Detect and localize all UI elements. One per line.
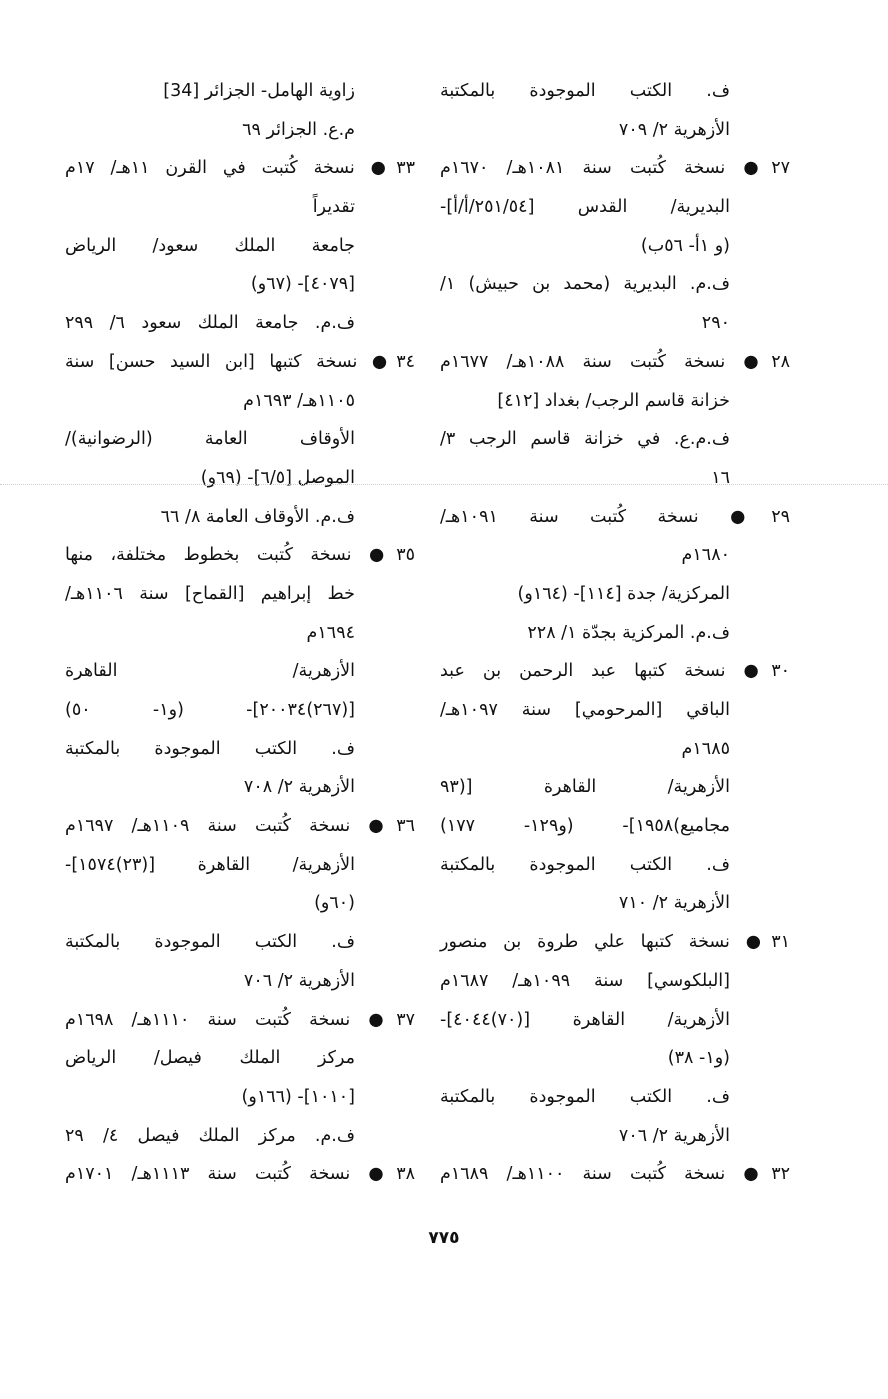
right-column-line: ٣٠● نسخة كتبها عبد الرحمن بن عبد [440, 661, 790, 682]
right-column-line: ٣٢● نسخة كُتبت سنة ١١٠٠هـ/ ١٦٨٩م [440, 1164, 790, 1185]
left-column-line: الموصل [٦/٥]- (٦٩و) [200, 467, 355, 488]
left-column-line: (٦٠و) [314, 893, 355, 914]
left-column-line: [١٠١٠]- (١٦٦و) [241, 1086, 355, 1107]
right-column-line: ف.م. المركزية بجدّة ١/ ٢٢٨ [527, 622, 730, 643]
right-column-line: المركزية/ جدة [١١٤]- (١٦٤و) [517, 583, 730, 604]
left-column-line: ٣٣● نسخة كُتبت في القرن ١١هـ/ ١٧م [65, 158, 415, 179]
left-column-line: ٣٥● نسخة كُتبت بخطوط مختلفة، منها [65, 545, 415, 566]
right-column-line: الأزهرية/ القاهرة [(٩٣ [440, 777, 730, 798]
left-column-line: ف.م. الأوقاف العامة ٨/ ٦٦ [160, 506, 355, 527]
right-column-line: ١٦ [711, 467, 730, 488]
right-column-line: ٢٩٠ [701, 313, 730, 334]
left-column-line: ١١٠٥هـ/ ١٦٩٣م [243, 390, 355, 411]
left-column-line: زاوية الهامل- الجزائر [34] [163, 81, 355, 101]
right-column-line: [البلكوسي] سنة ١٠٩٩هـ/ ١٦٨٧م [440, 970, 730, 991]
left-column-line: [٤٠٧٩]- (٦٧و) [250, 274, 355, 295]
left-column-line: ف.م. مركز الملك فيصل ٤/ ٢٩ [65, 1125, 355, 1146]
left-column-line: ١٦٩٤م [306, 622, 355, 643]
right-column-line: الباقي [المرحومي] سنة ١٠٩٧هـ/ [440, 700, 730, 720]
left-column-line: ٣٤● نسخة كتبها [ابن السيد حسن] سنة [65, 351, 415, 372]
right-column-line: ٣١● نسخة كتبها علي طروة بن منصور [440, 932, 790, 953]
right-column-line: ١٦٨٥م [681, 738, 730, 759]
right-column-line: مجاميع)١٩٥٨]- (و١٢٩- ١٧٧) [440, 816, 730, 837]
left-column-line: ف.م. جامعة الملك سعود ٦/ ٢٩٩ [65, 313, 355, 334]
right-column-line: (و١- ٣٨) [667, 1048, 730, 1069]
left-column-line: ف. الكتب الموجودة بالمكتبة [65, 738, 355, 759]
right-column [440, 72, 790, 1194]
left-column-line: تقديراً [312, 197, 355, 218]
right-column-line: ف. الكتب الموجودة بالمكتبة [440, 81, 730, 101]
left-column-line: الأزهرية/ القاهرة [(٢٣)١٥٧٤]- [65, 854, 355, 875]
right-column-line: الأزهرية ٢/ ٧٠٦ [618, 1125, 730, 1146]
right-column-line: ٢٩● نسخة كُتبت سنة ١٠٩١هـ/ [440, 506, 790, 527]
right-column-line: ف. الكتب الموجودة بالمكتبة [440, 854, 730, 875]
right-column-line: ف. الكتب الموجودة بالمكتبة [440, 1086, 730, 1107]
right-column-line: ٢٧● نسخة كُتبت سنة ١٠٨١هـ/ ١٦٧٠م [440, 158, 790, 179]
left-column-line: الأوقاف العامة (الرضوانية)/ [65, 429, 355, 450]
left-column-line: ٣٦● نسخة كُتبت سنة ١١٠٩هـ/ ١٦٩٧م [65, 816, 415, 837]
left-column-line: ف. الكتب الموجودة بالمكتبة [65, 932, 355, 953]
right-column-line: الأزهرية ٢/ ٧١٠ [618, 893, 730, 914]
right-column-line: (و ١أ- ٥٦ب) [640, 235, 730, 256]
left-column-line: جامعة الملك سعود/ الرياض [65, 235, 355, 256]
right-column-line: البديرية/ القدس [٢٥١/٥٤/أ/أ]- [440, 197, 730, 218]
page-number: ٧٧٥ [428, 1228, 460, 1248]
scan-dotted-line [0, 484, 888, 485]
left-column-line: ٣٧● نسخة كُتبت سنة ١١١٠هـ/ ١٦٩٨م [65, 1009, 415, 1030]
right-column-line: ف.م. البديرية (محمد بن حبيش) ١/ [440, 274, 730, 295]
right-column-line: الأزهرية/ القاهرة [(٧٠)٤٠٤٤]- [440, 1009, 730, 1030]
right-column-line: ١٦٨٠م [681, 545, 730, 566]
left-column-line: الأزهرية ٢/ ٧٠٦ [243, 970, 355, 991]
left-column-line: خط إبراهيم [القماح] سنة ١١٠٦هـ/ [65, 583, 355, 604]
right-column-line: الأزهرية ٢/ ٧٠٩ [618, 119, 730, 140]
left-column-line: مركز الملك فيصل/ الرياض [65, 1048, 355, 1069]
left-column-line: [(٢٦٧)٢٠٠٣٤]- (و١- ٥٠) [65, 700, 355, 720]
left-column [65, 72, 415, 1194]
left-column-line: الأزهرية/ القاهرة [65, 661, 355, 682]
left-column-line: الأزهرية ٢/ ٧٠٨ [243, 777, 355, 798]
right-column-line: ٢٨● نسخة كُتبت سنة ١٠٨٨هـ/ ١٦٧٧م [440, 351, 790, 372]
left-column-line: م.ع. الجزائر ٦٩ [242, 119, 355, 140]
right-column-line: خزانة قاسم الرجب/ بغداد [٤١٢] [497, 390, 730, 411]
right-column-line: ف.م.ع. في خزانة قاسم الرجب ٣/ [440, 429, 730, 450]
left-column-line: ٣٨● نسخة كُتبت سنة ١١١٣هـ/ ١٧٠١م [65, 1164, 415, 1185]
